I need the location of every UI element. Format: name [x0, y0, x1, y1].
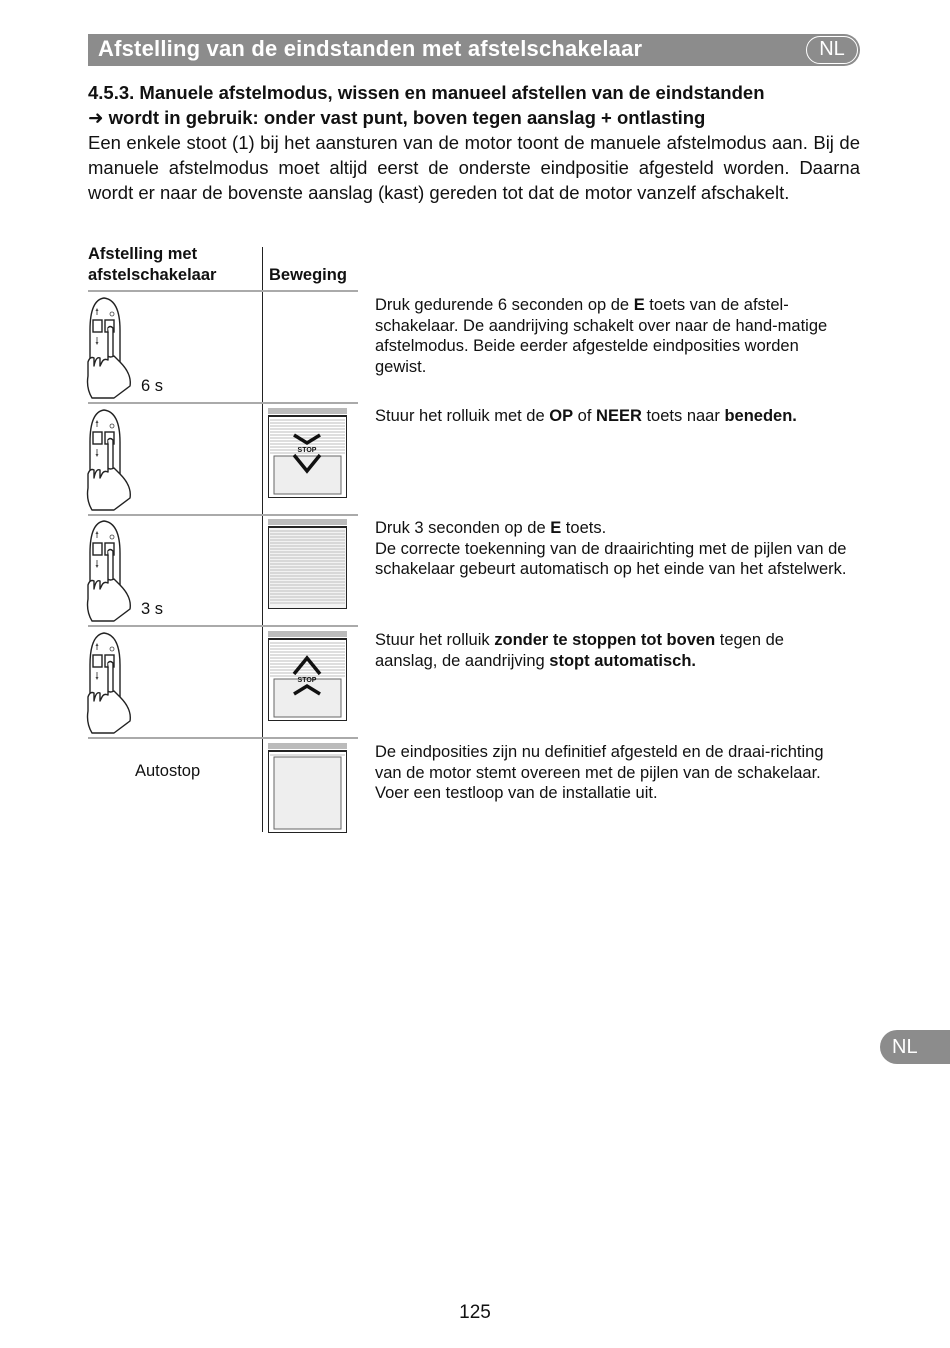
press-duration: 6 s: [141, 377, 164, 395]
remote-hand-icon: [86, 631, 136, 735]
autostop-label: Autostop: [135, 762, 201, 780]
step-description: Druk 3 seconden op de E toets. De correcte toekenning van de draairichting met de pijlen van de schakelaar gebeurt automatisch op het einde van het afstelwerk.: [375, 519, 847, 578]
remote-hand-icon: [86, 296, 136, 400]
section-subtitle-text: wordt in gebruik: onder vast punt, boven tegen aanslag + ontlasting: [108, 107, 706, 128]
remote-hand-icon: [86, 519, 136, 623]
step-description: Druk gedurende 6 seconden op de E toets van de afstel-schakelaar. De aandrijving schakelt over naar de hand-matige afstelmodus. Beide eerder afgestelde eindposities worden gewist.: [375, 296, 828, 376]
row-divider: [88, 737, 358, 739]
page-header-bar: [88, 34, 860, 66]
language-side-tab: NL: [880, 1030, 950, 1064]
shutter-closed-icon: [268, 519, 347, 609]
shutter-up-icon: [268, 631, 347, 721]
step-description: De eindposities zijn nu definitief afgesteld en de draai-richting van de motor stemt overeen met de pijlen van de schakelaar. Voer een testloop van de installatie uit.: [375, 743, 824, 802]
section-title: 4.5.3. Manuele afstelmodus, wissen en manueel afstellen van de eindstanden: [88, 82, 765, 103]
column-header-adjustment: Afstelling met afstelschakelaar: [88, 245, 217, 284]
row-divider: [88, 402, 358, 404]
row-divider: [88, 514, 358, 516]
row-divider: [88, 625, 358, 627]
section-heading: [88, 80, 868, 130]
column-divider: [262, 247, 263, 832]
step-description: Stuur het rolluik zonder te stoppen tot boven tegen de aanslag, de aandrijving stopt automatisch.: [375, 631, 784, 670]
row-divider: [88, 290, 358, 292]
language-badge: NL: [806, 36, 858, 64]
section-subtitle: [88, 105, 868, 130]
page-title: Afstelling van de eindstanden met afstelschakelaar: [98, 36, 643, 61]
shutter-open-icon: [268, 743, 347, 833]
stop-label: STOP: [297, 447, 317, 454]
intro-paragraph: Een enkele stoot (1) bij het aansturen van de motor toont de manuele afstelmodus aan. Bij de manuele afstelmodus moet altijd eerst de onderste eindpositie afgesteld worden. Daarna wordt er naar de bovenste aanslag (kast) gereden tot dat de motor vanzelf afschakelt.: [88, 132, 860, 203]
column-header-movement: Beweging: [269, 266, 347, 284]
page-number: 125: [459, 1302, 491, 1323]
step-description: Stuur het rolluik met de OP of NEER toets naar beneden.: [375, 407, 797, 425]
remote-hand-icon: [86, 408, 136, 512]
stop-label: STOP: [297, 677, 317, 684]
arrow-right-icon: ➜: [88, 107, 104, 128]
shutter-down-icon: [268, 408, 347, 498]
press-duration: 3 s: [141, 600, 164, 618]
